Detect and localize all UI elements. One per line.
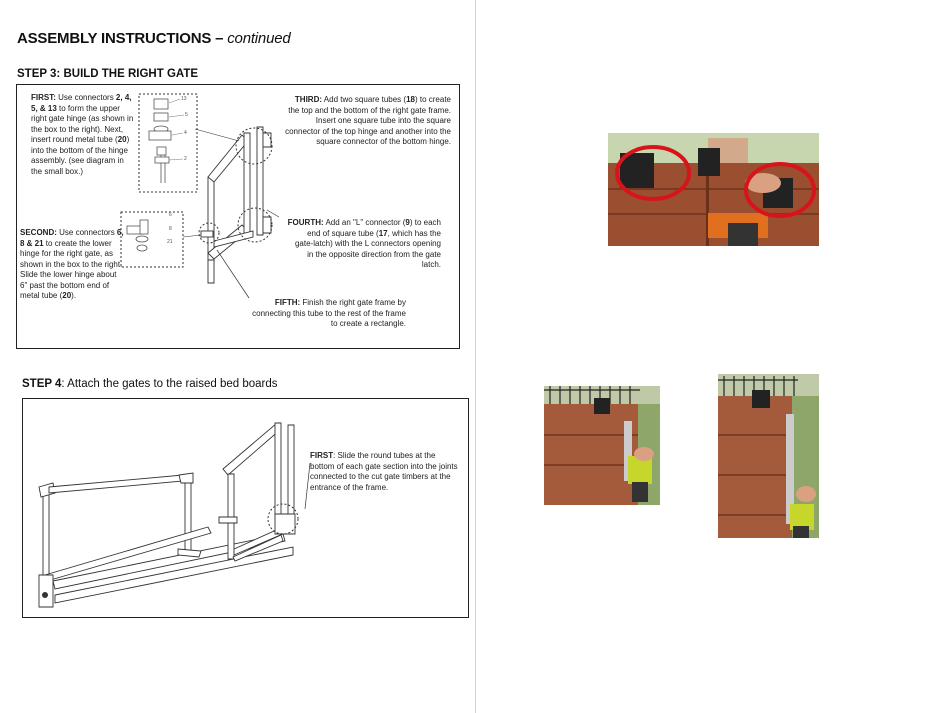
page-divider xyxy=(475,0,476,713)
drill-photo-left xyxy=(544,386,660,505)
step3-third-text: THIRD: Add two square tubes (18) to create the top and the bottom of the right gate frame. Insert one square tube into the square connector of the top hinge and another into the square connector of the bottom hinge. xyxy=(285,95,451,146)
drill-photo-right xyxy=(718,374,819,538)
step4-diagram-box xyxy=(22,398,469,618)
step3-heading: STEP 3: BUILD THE RIGHT GATE xyxy=(17,68,199,80)
bottom-hinge-detail-box xyxy=(121,212,183,267)
step4-first-text: FIRST: Slide the round tubes at the bottom of each gate section into the joints connected to the cut gate timbers at the entrance of the frame. xyxy=(310,451,458,492)
step3-fifth-text: FIFTH: Finish the right gate frame by connecting this tube to the rest of the frame to create a rectangle. xyxy=(252,298,406,328)
svg-text:21: 21 xyxy=(167,239,173,245)
svg-text:5: 5 xyxy=(185,112,188,118)
svg-text:2: 2 xyxy=(184,156,187,162)
step4-heading: STEP 4: Attach the gates to the raised bed boards xyxy=(22,378,278,390)
svg-text:8: 8 xyxy=(169,226,172,232)
svg-text:4: 4 xyxy=(184,130,187,136)
step4-gate-diagram xyxy=(23,399,468,617)
svg-text:6: 6 xyxy=(169,212,172,218)
page-title: ASSEMBLY INSTRUCTIONS – continued xyxy=(17,30,291,47)
step3-diagram-box xyxy=(16,84,460,349)
step3-second-text: SECOND: Use connectors 6, 8 & 21 to create the lower hinge for the right gate, as shown in the box to the right. Slide the lower hinge about 6" past the bottom end of metal tube (20). xyxy=(20,228,124,300)
step3-first-text: FIRST: Use connectors 2, 4, 5, & 13 to form the upper right gate hinge (as shown in the box to the right). Next, insert round metal tube (20) into the bottom of the hinge assembly. (see diagram in the small box.) xyxy=(31,93,134,176)
svg-text:13: 13 xyxy=(181,96,187,102)
hinge-photo xyxy=(608,133,819,246)
step3-fourth-text: FOURTH: Add an "L" connector (9) to each end of square tube (17, which has the gate-latch) with the L connectors opening in the opposite direction from the gate latch. xyxy=(287,218,441,269)
